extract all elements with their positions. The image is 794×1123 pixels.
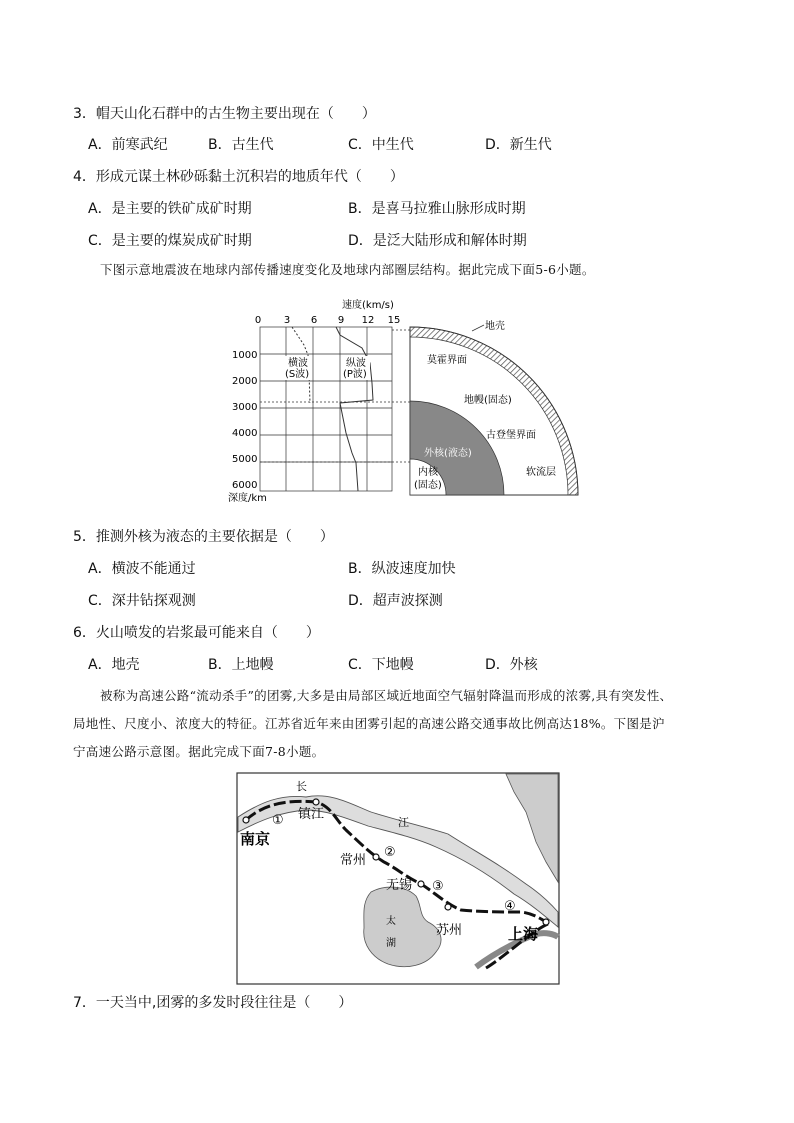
graph-grid <box>260 327 392 491</box>
question-4-stem: 4．形成元谋土林砂砾黏土沉积岩的地质年代（ ） <box>73 169 404 185</box>
marker-1: ① <box>272 813 284 828</box>
question-6-stem: 6．火山喷发的岩浆最可能来自（ ） <box>73 625 320 641</box>
question-4-option-b: B．是喜马拉雅山脉形成时期 <box>348 201 526 217</box>
inner-core-label: 内核 <box>418 467 438 478</box>
nanjing-label: 南京 <box>240 830 271 848</box>
speed-tick: 3 <box>283 315 291 326</box>
shanghai-label: 上海 <box>508 925 539 943</box>
p-wave-curve <box>336 327 373 491</box>
question-3-option-c: C．中生代 <box>348 137 414 153</box>
p-wave-label: 纵波 <box>346 358 366 369</box>
wuxi-label: 无锡 <box>386 878 413 893</box>
question-3-option-a: A．前寒武纪 <box>88 137 168 153</box>
question-5-option-c: C．深井钻探观测 <box>88 593 196 609</box>
nanjing-dot <box>243 817 249 823</box>
question-4-option-d: D．是泛大陆形成和解体时期 <box>348 233 527 249</box>
speed-tick: 6 <box>310 315 318 326</box>
yangtze-char-1: 长 <box>296 780 307 793</box>
suzhou-label: 苏州 <box>436 923 463 938</box>
zhenjiang-label: 镇江 <box>298 807 325 822</box>
question-6-option-d: D．外核 <box>485 657 538 673</box>
question-3-option-b: B．古生代 <box>208 137 274 153</box>
speed-tick: 15 <box>387 315 401 326</box>
depth-tick: 2000 <box>232 376 258 387</box>
changzhou-label: 常州 <box>340 853 367 868</box>
asthenosphere-label: 软流层 <box>526 467 556 478</box>
speed-tick: 12 <box>361 315 375 326</box>
marker-3: ③ <box>432 879 444 894</box>
shanghai-dot <box>543 919 549 925</box>
crust-label: 地壳 <box>485 321 505 332</box>
depth-tick: 5000 <box>232 454 258 465</box>
intro-questions-7-8-line-1: 被称为高速公路“流动杀手”的团雾,大多是由局部区域近地面空气辐射降温而形成的浓雾,具有突发性、 <box>100 688 673 703</box>
gutenberg-label: 古登堡界面 <box>486 430 536 441</box>
zhenjiang-dot <box>313 799 319 805</box>
question-6-option-a: A．地壳 <box>88 657 140 673</box>
depth-tick: 4000 <box>232 428 258 439</box>
question-7-stem: 7．一天当中,团雾的多发时段往往是（ ） <box>73 995 353 1011</box>
marker-2: ② <box>384 845 396 860</box>
question-4-option-a: A．是主要的铁矿成矿时期 <box>88 201 252 217</box>
p-wave-label-sub: (P波) <box>343 369 367 380</box>
s-wave-label-sub: (S波) <box>285 369 310 380</box>
depth-tick: 3000 <box>232 402 258 413</box>
seismic-wave-figure <box>222 293 584 503</box>
changzhou-dot <box>373 854 379 860</box>
depth-axis-title: 深度/km <box>228 493 267 503</box>
question-4-option-c: C．是主要的煤炭成矿时期 <box>88 233 252 249</box>
intro-questions-5-6: 下图示意地震波在地球内部传播速度变化及地球内部圈层结构。据此完成下面5-6小题。 <box>100 262 595 277</box>
depth-tick: 1000 <box>232 350 258 361</box>
suzhou-dot <box>445 904 451 910</box>
speed-tick: 0 <box>254 315 262 326</box>
yangtze-char-2: 江 <box>398 816 409 829</box>
marker-4: ④ <box>504 899 516 914</box>
question-5-option-d: D．超声波探测 <box>348 593 443 609</box>
lake-char-1: 太 <box>386 916 396 927</box>
lake-char-2: 湖 <box>386 938 396 949</box>
question-3-stem: 3．帽天山化石群中的古生物主要出现在（ ） <box>73 106 376 122</box>
moho-label: 莫霍界面 <box>427 355 467 366</box>
mantle-label: 地幔(固态) <box>464 395 512 406</box>
question-5-option-a: A．横波不能通过 <box>88 561 196 577</box>
question-3-option-d: D．新生代 <box>485 137 552 153</box>
intro-questions-7-8-line-2: 局地性、尺度小、浓度大的特征。江苏省近年来由团雾引起的高速公路交通事故比例高达18%。下图是沪 <box>73 716 665 731</box>
question-5-option-b: B．纵波速度加快 <box>348 561 456 577</box>
question-6-option-c: C．下地幔 <box>348 657 414 673</box>
outer-core-label: 外核(液态) <box>424 448 472 459</box>
speed-tick: 9 <box>337 315 345 326</box>
s-wave-label: 横波 <box>288 358 308 369</box>
intro-questions-7-8-line-3: 宁高速公路示意图。据此完成下面7-8小题。 <box>73 744 325 759</box>
wuxi-dot <box>418 881 424 887</box>
question-6-option-b: B．上地幔 <box>208 657 274 673</box>
question-5-stem: 5．推测外核为液态的主要依据是（ ） <box>73 529 334 545</box>
inner-core-state-label: (固态) <box>414 480 442 491</box>
expressway-map <box>236 772 560 986</box>
speed-axis-title: 速度(km/s) <box>342 300 394 311</box>
depth-tick: 6000 <box>232 480 258 491</box>
